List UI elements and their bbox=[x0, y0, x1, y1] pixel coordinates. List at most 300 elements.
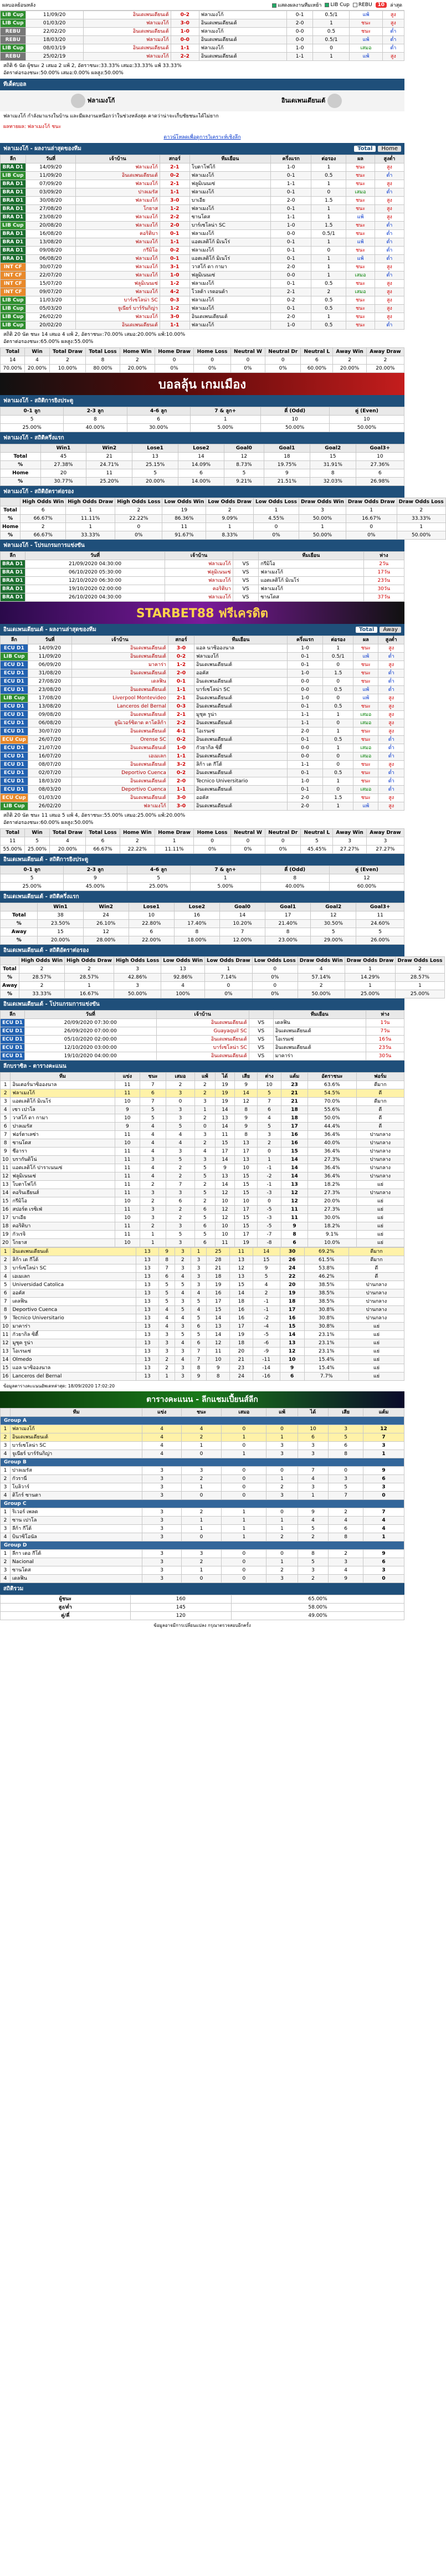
match-row[interactable] bbox=[1, 19, 404, 28]
half-time-score: 2-0 bbox=[288, 728, 323, 736]
standings-row[interactable] bbox=[1, 1356, 404, 1364]
match-date: 06/08/20 bbox=[25, 255, 76, 263]
standings-row[interactable] bbox=[1, 1098, 404, 1106]
handicap: 1 bbox=[311, 255, 346, 263]
league-badge: BRA D1 bbox=[1, 238, 26, 247]
league-badge: ECU D1 bbox=[1, 719, 28, 728]
stat-cell: 24 bbox=[83, 911, 129, 920]
stat-cell: 0 bbox=[222, 1575, 266, 1583]
team-name: ออคัส bbox=[11, 1289, 136, 1298]
standings-row[interactable] bbox=[1, 1156, 404, 1164]
league-badge: BRA D1 bbox=[1, 188, 26, 197]
fixture-row[interactable] bbox=[1, 1052, 404, 1061]
totals-label: ผู้ชนะ bbox=[1, 1595, 131, 1604]
column-header: คู่ (Even) bbox=[329, 866, 404, 874]
match-date: 20/08/20 bbox=[25, 222, 76, 230]
group-row[interactable] bbox=[1, 1425, 404, 1433]
stat-cell: 4 bbox=[161, 982, 205, 990]
stat-cell: ดี bbox=[356, 1106, 404, 1114]
standings-row[interactable] bbox=[1, 1089, 404, 1098]
result: ชนะ bbox=[346, 305, 375, 313]
column-header: Draw Odds Draw bbox=[346, 498, 397, 506]
half-time-row bbox=[1, 461, 404, 469]
column-header: Draw Odds Win bbox=[298, 957, 345, 965]
stat-cell: 0 bbox=[115, 523, 162, 531]
match-row[interactable] bbox=[1, 653, 404, 661]
stat-cell: 5 bbox=[140, 1106, 166, 1114]
group-row[interactable] bbox=[1, 1475, 404, 1483]
half-time-score: 2-0 bbox=[286, 19, 313, 28]
match-row[interactable] bbox=[1, 44, 404, 53]
standings-row[interactable] bbox=[1, 1197, 404, 1206]
team-name: คอรินเธียนส์ bbox=[11, 1189, 115, 1197]
stat-cell: 11 bbox=[115, 1089, 140, 1098]
away-team: แอตเลติโก้ มิเนโร่ bbox=[189, 255, 270, 263]
handicap: 1.5 bbox=[311, 222, 346, 230]
stat-cell: 3 bbox=[142, 1467, 181, 1475]
fixture-row[interactable] bbox=[1, 577, 404, 585]
standings-row[interactable] bbox=[1, 1123, 404, 1131]
stat-cell: 16 bbox=[207, 1289, 230, 1298]
result: เสมอ bbox=[353, 711, 378, 719]
standings-row[interactable] bbox=[1, 1172, 404, 1181]
stat-cell: 14 bbox=[219, 911, 265, 920]
stat-cell: 10.00% bbox=[49, 365, 86, 373]
stat-cell: แย่ bbox=[348, 1356, 404, 1364]
stat-cell: 20.00% bbox=[333, 365, 367, 373]
half-time-score: 0-1 bbox=[271, 172, 311, 180]
filter-rebu-checkbox[interactable]: REBU bbox=[353, 2, 372, 8]
stat-cell: 3 bbox=[166, 1239, 194, 1247]
standings-row[interactable] bbox=[1, 1264, 404, 1273]
stat-cell: 1 bbox=[346, 506, 397, 515]
over-under: สูง bbox=[375, 305, 404, 313]
stat-cell: 57.14% bbox=[298, 974, 345, 982]
column-header: วันที่ bbox=[25, 552, 165, 560]
stat-cell: 16 bbox=[1, 1206, 11, 1214]
standings-row[interactable] bbox=[1, 1364, 404, 1372]
group-row[interactable] bbox=[1, 1483, 404, 1492]
column-header: เจ้าบ้าน bbox=[76, 155, 160, 163]
stat-cell: 45.00% bbox=[64, 883, 127, 891]
stat-cell: Total bbox=[1, 453, 41, 461]
match-row[interactable] bbox=[1, 296, 404, 305]
stat-cell: -2 bbox=[253, 1314, 280, 1323]
match-row[interactable] bbox=[1, 644, 404, 653]
stat-cell: 5 bbox=[166, 1156, 194, 1164]
match-date: 13/08/20 bbox=[28, 703, 71, 711]
match-row[interactable] bbox=[1, 802, 404, 811]
match-row[interactable] bbox=[1, 661, 404, 669]
match-row[interactable] bbox=[1, 744, 404, 752]
fixture-row[interactable] bbox=[1, 585, 404, 593]
match-row[interactable] bbox=[1, 272, 404, 280]
stat-cell: 6 bbox=[191, 1339, 207, 1348]
ind-tab-away[interactable]: Away bbox=[380, 627, 401, 633]
fixture-date: 19/10/2020 02:00:00 bbox=[25, 585, 165, 593]
stat-cell: 18 bbox=[230, 1298, 253, 1306]
standings-row[interactable] bbox=[1, 1314, 404, 1323]
handicap: 1 bbox=[323, 802, 353, 811]
stat-cell: 29.00% bbox=[311, 936, 356, 945]
away-team: ออคัส bbox=[194, 669, 288, 678]
stat-cell: 15 bbox=[280, 1323, 304, 1331]
ind-tab-total[interactable]: Total bbox=[356, 627, 377, 633]
stat-cell: 5 bbox=[195, 1164, 215, 1172]
standings-row[interactable] bbox=[1, 1339, 404, 1348]
stat-cell: 4 bbox=[175, 1289, 191, 1298]
match-row[interactable] bbox=[1, 11, 404, 19]
standings-row[interactable] bbox=[1, 1106, 404, 1114]
stat-cell: 1 bbox=[140, 1231, 166, 1239]
group-row[interactable] bbox=[1, 1558, 404, 1566]
group-row[interactable] bbox=[1, 1533, 404, 1541]
home-team: Deportivo Cuenca bbox=[72, 786, 168, 794]
stat-cell: 3 bbox=[191, 1281, 207, 1289]
group-row[interactable] bbox=[1, 1433, 404, 1442]
group-row[interactable] bbox=[1, 1508, 404, 1517]
standings-row[interactable] bbox=[1, 1164, 404, 1172]
match-row[interactable] bbox=[1, 736, 404, 744]
away-logo-icon bbox=[327, 94, 342, 108]
ad-banner-1[interactable]: บอลลุ้น เกมเมือง bbox=[0, 373, 404, 395]
standings-row[interactable] bbox=[1, 1372, 404, 1381]
team-name: ฟลูมิเนนเซ่ bbox=[11, 1172, 115, 1181]
league-badge: ECU D1 bbox=[1, 1019, 25, 1027]
stat-cell: 3 bbox=[1, 1483, 11, 1492]
stat-cell: 5 bbox=[257, 1089, 281, 1098]
group-row[interactable] bbox=[1, 1492, 404, 1500]
page-label: ผลบอลย้อนหลัง bbox=[2, 3, 36, 8]
home-team: บาร์เซโลน่า SC bbox=[76, 296, 160, 305]
column-header: เสมอ bbox=[166, 1073, 194, 1081]
stat-cell: 1 bbox=[257, 1156, 281, 1164]
group-row[interactable] bbox=[1, 1566, 404, 1575]
team-name: กัวยากิล ซิตี้ bbox=[11, 1331, 136, 1339]
standings-row[interactable] bbox=[1, 1131, 404, 1139]
ind-form-title: อินเดเพนเดียนเต้ - ผลงานล่าสุดของทีม bbox=[3, 627, 96, 633]
stat-cell: 5 bbox=[132, 469, 178, 478]
score: 2-2 bbox=[160, 213, 189, 222]
league-badge: ECU D1 bbox=[1, 728, 28, 736]
stat-cell: 1 bbox=[181, 1483, 222, 1492]
match-row[interactable] bbox=[1, 247, 404, 255]
stat-cell: 13 bbox=[136, 1256, 159, 1264]
stat-cell: 22.22% bbox=[120, 846, 155, 854]
stat-cell: 1 bbox=[222, 1450, 266, 1458]
match-row[interactable] bbox=[1, 711, 404, 719]
flam-odds-table bbox=[0, 498, 446, 540]
stat-cell: 1 bbox=[266, 1433, 298, 1442]
away-team: ฟลาเมงโก้ bbox=[189, 321, 270, 330]
match-row[interactable] bbox=[1, 36, 404, 44]
match-row[interactable] bbox=[1, 230, 404, 238]
score: 3-2 bbox=[168, 761, 194, 769]
fixture-row[interactable] bbox=[1, 1036, 404, 1044]
match-row[interactable] bbox=[1, 255, 404, 263]
days-until: 1วัน bbox=[366, 1019, 404, 1027]
standings-row[interactable] bbox=[1, 1214, 404, 1222]
match-row[interactable] bbox=[1, 28, 404, 36]
stat-cell: 1 bbox=[190, 874, 260, 883]
stat-cell: 5 bbox=[1, 416, 64, 424]
match-row[interactable] bbox=[1, 794, 404, 802]
standings-row[interactable] bbox=[1, 1189, 404, 1197]
result: ชนะ bbox=[353, 777, 378, 786]
away-team: อินเดเพนเดียนเต้ bbox=[199, 53, 286, 61]
stat-cell: 15 bbox=[310, 453, 356, 461]
stat-cell: 11 bbox=[1, 1331, 11, 1339]
column-header: แพ้ bbox=[195, 1073, 215, 1081]
match-row[interactable] bbox=[1, 205, 404, 213]
match-row[interactable] bbox=[1, 53, 404, 61]
standings-row[interactable] bbox=[1, 1348, 404, 1356]
match-row[interactable] bbox=[1, 728, 404, 736]
stat-cell: 14 bbox=[281, 1164, 308, 1172]
team-name: ติโกร์ ซานตา bbox=[11, 1492, 142, 1500]
stat-cell: 13 bbox=[136, 1264, 159, 1273]
stat-cell: 27.3% bbox=[307, 1206, 356, 1214]
stat-cell: 3 bbox=[1, 1566, 11, 1575]
match-row[interactable] bbox=[1, 288, 404, 296]
stat-cell: 13 bbox=[235, 1156, 257, 1164]
standings-row[interactable] bbox=[1, 1289, 404, 1298]
standings-row[interactable] bbox=[1, 1298, 404, 1306]
stat-cell: 14.00% bbox=[178, 478, 224, 486]
stat-cell: 7 bbox=[1, 1298, 11, 1306]
standings-row[interactable] bbox=[1, 1139, 404, 1148]
column-header bbox=[233, 552, 259, 560]
stat-cell: 2 bbox=[333, 356, 367, 365]
standings-row[interactable] bbox=[1, 1081, 404, 1089]
match-row[interactable] bbox=[1, 213, 404, 222]
standings-row[interactable] bbox=[1, 1114, 404, 1123]
stat-cell: 60.00% bbox=[301, 365, 333, 373]
half-time-score: 0-2 bbox=[271, 296, 311, 305]
group-row[interactable] bbox=[1, 1467, 404, 1475]
match-row[interactable] bbox=[1, 719, 404, 728]
fixture-row[interactable] bbox=[1, 1019, 404, 1027]
stat-cell: 50.00% bbox=[329, 424, 404, 432]
match-row[interactable] bbox=[1, 280, 404, 288]
stat-cell: 2 bbox=[206, 506, 254, 515]
fixture-row[interactable] bbox=[1, 1044, 404, 1052]
fixture-row[interactable] bbox=[1, 1027, 404, 1036]
league-badge: BRA D1 bbox=[1, 230, 26, 238]
match-row[interactable] bbox=[1, 305, 404, 313]
stat-cell: 22 bbox=[280, 1273, 304, 1281]
match-row[interactable] bbox=[1, 769, 404, 777]
filter-home-checkbox[interactable]: แสดงผลงานทีมเหย้า bbox=[272, 1, 321, 9]
match-row[interactable] bbox=[1, 752, 404, 761]
team-name: ลีก้า กีโต้ bbox=[11, 1525, 142, 1533]
match-row[interactable] bbox=[1, 222, 404, 230]
stat-cell: 1 bbox=[253, 506, 299, 515]
stat-cell: 42.86% bbox=[114, 974, 161, 982]
fixture-row[interactable] bbox=[1, 569, 404, 577]
ind-summary-line1: สถิติ 20 นัด ชนะ 11 เสมอ 5 แพ้ 4, อัตราชนะ:55.00% เสมอ:25.00% แพ้:20.00% bbox=[3, 813, 186, 818]
standings-row[interactable] bbox=[1, 1231, 404, 1239]
ad-banner-2[interactable]: STARBET88 ฟรีเครดิต bbox=[0, 602, 404, 624]
count-select[interactable]: 10 bbox=[376, 2, 387, 8]
match-row[interactable] bbox=[1, 761, 404, 769]
match-row[interactable] bbox=[1, 703, 404, 711]
group-row[interactable] bbox=[1, 1550, 404, 1558]
match-row[interactable] bbox=[1, 694, 404, 703]
flam-tab-home[interactable]: Home bbox=[378, 146, 401, 152]
half-time-row bbox=[1, 920, 404, 928]
vs-label: VS bbox=[249, 1052, 273, 1061]
score: 0-2 bbox=[168, 769, 194, 777]
stat-cell: 7 bbox=[140, 1098, 166, 1106]
stat-cell: 12 bbox=[215, 1214, 235, 1222]
stat-cell: 3 bbox=[175, 1364, 191, 1372]
team-name: ลีกา เดอ กีโต้ bbox=[11, 1550, 142, 1558]
stat-cell: 86.36% bbox=[162, 515, 206, 523]
league-badge: BRA D1 bbox=[1, 213, 26, 222]
stat-cell: 38.5% bbox=[304, 1281, 348, 1289]
stat-cell: 3 bbox=[166, 1089, 194, 1098]
group-row[interactable] bbox=[1, 1442, 404, 1450]
stat-cell: 11 bbox=[215, 1239, 235, 1247]
filter-lib-checkbox[interactable]: LIB Cup bbox=[325, 2, 349, 8]
group-row[interactable] bbox=[1, 1575, 404, 1583]
standings-row[interactable] bbox=[1, 1248, 404, 1256]
standings-row[interactable] bbox=[1, 1256, 404, 1264]
group-row[interactable] bbox=[1, 1525, 404, 1533]
match-row[interactable] bbox=[1, 321, 404, 330]
fixture-row[interactable] bbox=[1, 560, 404, 569]
stat-cell: 4 bbox=[329, 1566, 363, 1575]
league-badge: BRA D1 bbox=[1, 577, 25, 585]
match-row[interactable] bbox=[1, 313, 404, 321]
match-row[interactable] bbox=[1, 777, 404, 786]
match-row[interactable] bbox=[1, 238, 404, 247]
stat-cell: 19 bbox=[215, 1098, 235, 1106]
league-badge: ECU D1 bbox=[1, 761, 28, 769]
standings-row[interactable] bbox=[1, 1281, 404, 1289]
flam-tab-total[interactable]: Total bbox=[354, 146, 376, 152]
stat-cell: 3 bbox=[181, 1550, 222, 1558]
tips-text: ฟลาเมงโก้ กำลังมาแรงในบ้าน และมีผลงานเหนือกว่าในช่วงหลังสุด คาดว่าน่าจะเก็บชัยชนะได้ไม่ยาก bbox=[3, 114, 219, 119]
team-name: เดลฟิน bbox=[11, 1298, 136, 1306]
league-badge: ECU Cup bbox=[1, 794, 28, 802]
score: 0-3 bbox=[168, 703, 194, 711]
result: ชนะ bbox=[353, 644, 378, 653]
away-team: แอล นาซิอองนาล bbox=[194, 644, 288, 653]
latest-label: ล่าสุด bbox=[390, 3, 402, 8]
stat-cell: 28.57% bbox=[396, 974, 444, 982]
match-date: 20/02/20 bbox=[25, 321, 76, 330]
match-row[interactable] bbox=[1, 686, 404, 694]
stat-cell: 0 bbox=[252, 965, 298, 974]
column-header: ต่าง bbox=[257, 1073, 281, 1081]
match-row[interactable] bbox=[1, 188, 404, 197]
group-row[interactable] bbox=[1, 1450, 404, 1458]
fixture-row[interactable] bbox=[1, 593, 404, 602]
away-team: ออคัส bbox=[194, 794, 288, 802]
away-team: ฟลูมิเนนเซ่ bbox=[189, 272, 270, 280]
half-time-score: 1-1 bbox=[288, 719, 323, 728]
score: 0-2 bbox=[160, 172, 189, 180]
stat-cell: 5 bbox=[1, 874, 64, 883]
column-header: Total Draw bbox=[49, 348, 86, 356]
over-under: สูง bbox=[375, 313, 404, 321]
home-team: อินเดเพนเดียนเต้ bbox=[72, 728, 168, 736]
stat-cell: 5 bbox=[191, 1298, 207, 1306]
group-name: Group A bbox=[1, 1417, 404, 1425]
group-row[interactable] bbox=[1, 1517, 404, 1525]
standings-row[interactable] bbox=[1, 1222, 404, 1231]
tips-download-link[interactable]: ดาวน์โหลดเพื่อดูการวิเคราะห์เชิงลึก bbox=[163, 135, 241, 140]
match-row[interactable] bbox=[1, 172, 404, 180]
standings-row[interactable] bbox=[1, 1323, 404, 1331]
flam-summary-line2: อัตราต่อรองชนะ:65.00% ผลสูง:55.00% bbox=[3, 339, 94, 345]
stat-cell: 5 bbox=[329, 1433, 363, 1442]
match-row[interactable] bbox=[1, 678, 404, 686]
home-team: คอริติบา bbox=[76, 230, 160, 238]
stat-cell: -9 bbox=[253, 1348, 280, 1356]
score: 1-1 bbox=[168, 752, 194, 761]
stat-cell: 2 bbox=[298, 1575, 329, 1583]
stat-cell: 7 bbox=[140, 1081, 166, 1089]
stat-cell: % bbox=[1, 920, 38, 928]
match-row[interactable] bbox=[1, 197, 404, 205]
stat-cell: 12 bbox=[224, 453, 264, 461]
team-name: อินเดเพนเดียนเต้ bbox=[11, 1433, 142, 1442]
column-header: High Odds Draw bbox=[66, 498, 115, 506]
standings-row[interactable] bbox=[1, 1206, 404, 1214]
result: ชนะ bbox=[353, 769, 378, 777]
stat-cell: 3 bbox=[140, 1206, 166, 1214]
stat-cell: 11 bbox=[115, 1189, 140, 1197]
standings-row[interactable] bbox=[1, 1181, 404, 1189]
stat-cell: 8 bbox=[159, 1256, 175, 1264]
home-team: ฟลาเมงโก้ bbox=[76, 197, 160, 205]
stat-cell: 20 bbox=[40, 469, 86, 478]
match-row[interactable] bbox=[1, 669, 404, 678]
stat-cell: 50.00% bbox=[299, 515, 346, 523]
vs-label: VS bbox=[249, 1044, 273, 1052]
over-under: ต่ำ bbox=[375, 255, 404, 263]
stat-cell: 26.00% bbox=[356, 936, 404, 945]
stat-cell: 3 bbox=[363, 1566, 404, 1575]
column-header: Neutral Dr bbox=[265, 829, 301, 837]
stat-cell: 21.51% bbox=[264, 478, 310, 486]
result: ชนะ bbox=[346, 280, 375, 288]
stat-cell: 1 bbox=[1, 1467, 11, 1475]
half-time-score: 0-1 bbox=[288, 769, 323, 777]
match-row[interactable] bbox=[1, 163, 404, 172]
stat-cell: 2 bbox=[120, 356, 155, 365]
match-row[interactable] bbox=[1, 263, 404, 272]
standings-row[interactable] bbox=[1, 1148, 404, 1156]
half-time-score: 2-1 bbox=[271, 288, 311, 296]
match-row[interactable] bbox=[1, 786, 404, 794]
standings-row[interactable] bbox=[1, 1239, 404, 1247]
column-header: ลีก bbox=[1, 155, 26, 163]
match-row[interactable] bbox=[1, 180, 404, 188]
standings-row[interactable] bbox=[1, 1331, 404, 1339]
flam-form-title: ฟลาเมงโก้ - ผลงานล่าสุดของทีม bbox=[3, 146, 81, 152]
stat-cell: 14 bbox=[215, 1123, 235, 1131]
stat-cell: 1 bbox=[1, 1081, 11, 1089]
half-time-score: 1-0 bbox=[271, 222, 311, 230]
standings-row[interactable] bbox=[1, 1306, 404, 1314]
standings-row[interactable] bbox=[1, 1273, 404, 1281]
league-badge: REBU bbox=[1, 28, 26, 36]
totals-value: 65.00% bbox=[232, 1595, 404, 1604]
